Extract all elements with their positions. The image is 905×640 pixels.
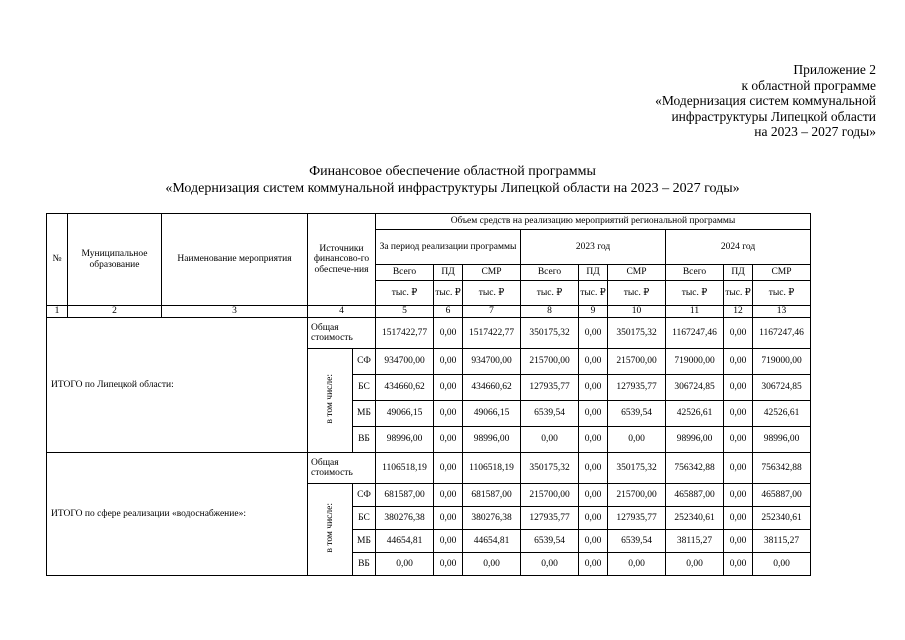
value-cell: 0,00 bbox=[434, 530, 463, 553]
value-cell: 756342,88 bbox=[666, 453, 724, 484]
value-cell: 0,00 bbox=[434, 427, 463, 453]
value-cell: 0,00 bbox=[724, 453, 753, 484]
value-cell: 0,00 bbox=[434, 453, 463, 484]
unit-label: тыс. ₽ bbox=[376, 281, 434, 306]
unit-label: тыс. ₽ bbox=[579, 281, 608, 306]
value-cell: 0,00 bbox=[434, 375, 463, 401]
total-row bbox=[47, 453, 811, 484]
unit-label: тыс. ₽ bbox=[753, 281, 811, 306]
value-cell: 6539,54 bbox=[608, 530, 666, 553]
value-cell: 215700,00 bbox=[608, 349, 666, 375]
value-cell: 49066,15 bbox=[376, 401, 434, 427]
value-cell: 350175,32 bbox=[608, 318, 666, 349]
value-cell: 6539,54 bbox=[521, 530, 579, 553]
value-cell: 0,00 bbox=[579, 553, 608, 576]
value-cell: 719000,00 bbox=[753, 349, 811, 375]
value-cell: 127935,77 bbox=[521, 375, 579, 401]
unit-label: тыс. ₽ bbox=[608, 281, 666, 306]
value-cell: 98996,00 bbox=[753, 427, 811, 453]
group-label: ИТОГО по Липецкой области: bbox=[47, 318, 308, 453]
appendix-line: «Модернизация систем коммунальной bbox=[655, 93, 876, 109]
value-cell: 0,00 bbox=[724, 507, 753, 530]
source-code: МБ bbox=[353, 401, 376, 427]
value-cell: 0,00 bbox=[608, 427, 666, 453]
value-cell: 0,00 bbox=[579, 427, 608, 453]
value-cell: 380276,38 bbox=[463, 507, 521, 530]
col-number: 8 bbox=[521, 306, 579, 318]
value-cell: 0,00 bbox=[579, 318, 608, 349]
value-cell: 6539,54 bbox=[608, 401, 666, 427]
unit-label: тыс. ₽ bbox=[724, 281, 753, 306]
appendix-caption bbox=[655, 62, 876, 140]
value-cell: 380276,38 bbox=[376, 507, 434, 530]
including-label: в том числе: bbox=[324, 373, 335, 424]
value-cell: 49066,15 bbox=[463, 401, 521, 427]
col-number: 4 bbox=[308, 306, 376, 318]
value-cell: 215700,00 bbox=[608, 484, 666, 507]
including-label-cell bbox=[308, 349, 353, 453]
value-cell: 38115,27 bbox=[753, 530, 811, 553]
total-cost-label: Общая стоимость bbox=[308, 318, 376, 349]
header-volume: Объем средств на реализацию мероприятий региональной программы bbox=[376, 214, 811, 230]
value-cell: 0,00 bbox=[434, 401, 463, 427]
header-col-smr: СМР bbox=[463, 265, 521, 281]
value-cell: 0,00 bbox=[753, 553, 811, 576]
col-number: 10 bbox=[608, 306, 666, 318]
col-number: 5 bbox=[376, 306, 434, 318]
including-label-cell bbox=[308, 484, 353, 576]
unit-label: тыс. ₽ bbox=[463, 281, 521, 306]
source-code: СФ bbox=[353, 484, 376, 507]
header-col-smr: СМР bbox=[608, 265, 666, 281]
value-cell: 681587,00 bbox=[463, 484, 521, 507]
value-cell: 127935,77 bbox=[608, 507, 666, 530]
value-cell: 0,00 bbox=[724, 349, 753, 375]
appendix-line: инфраструктуры Липецкой области bbox=[671, 108, 876, 124]
value-cell: 350175,32 bbox=[521, 318, 579, 349]
value-cell: 0,00 bbox=[579, 349, 608, 375]
source-code: БС bbox=[353, 507, 376, 530]
value-cell: 0,00 bbox=[434, 349, 463, 375]
header-col-pd: ПД bbox=[724, 265, 753, 281]
value-cell: 0,00 bbox=[579, 375, 608, 401]
value-cell: 0,00 bbox=[376, 553, 434, 576]
value-cell: 0,00 bbox=[579, 401, 608, 427]
value-cell: 215700,00 bbox=[521, 484, 579, 507]
value-cell: 0,00 bbox=[724, 484, 753, 507]
header-col-pd: ПД bbox=[579, 265, 608, 281]
value-cell: 0,00 bbox=[724, 375, 753, 401]
col-number: 3 bbox=[162, 306, 308, 318]
financing-table bbox=[46, 213, 811, 576]
value-cell: 42526,61 bbox=[753, 401, 811, 427]
header-num: № bbox=[47, 214, 68, 306]
value-cell: 0,00 bbox=[434, 484, 463, 507]
value-cell: 465887,00 bbox=[753, 484, 811, 507]
value-cell: 1106518,19 bbox=[376, 453, 434, 484]
source-code: СФ bbox=[353, 349, 376, 375]
unit-label: тыс. ₽ bbox=[434, 281, 463, 306]
total-cost-label: Общая стоимость bbox=[308, 453, 376, 484]
col-number: 1 bbox=[47, 306, 68, 318]
value-cell: 0,00 bbox=[434, 318, 463, 349]
value-cell: 1517422,77 bbox=[463, 318, 521, 349]
value-cell: 98996,00 bbox=[666, 427, 724, 453]
header-col-pd: ПД bbox=[434, 265, 463, 281]
total-row bbox=[47, 318, 811, 349]
value-cell: 1167247,46 bbox=[753, 318, 811, 349]
value-cell: 0,00 bbox=[724, 530, 753, 553]
header-municipality: Муниципальное образование bbox=[68, 214, 162, 306]
value-cell: 0,00 bbox=[724, 318, 753, 349]
unit-label: тыс. ₽ bbox=[521, 281, 579, 306]
document-title bbox=[0, 163, 905, 197]
col-number: 9 bbox=[579, 306, 608, 318]
value-cell: 756342,88 bbox=[753, 453, 811, 484]
group-label: ИТОГО по сфере реализации «водоснабжение»: bbox=[47, 453, 308, 576]
value-cell: 127935,77 bbox=[521, 507, 579, 530]
value-cell: 934700,00 bbox=[376, 349, 434, 375]
value-cell: 1167247,46 bbox=[666, 318, 724, 349]
value-cell: 44654,81 bbox=[463, 530, 521, 553]
header-event-name: Наименование мероприятия bbox=[162, 214, 308, 306]
header-year-2023: 2023 год bbox=[521, 230, 666, 265]
title-line-1: Финансовое обеспечение областной программы bbox=[309, 164, 596, 179]
value-cell: 127935,77 bbox=[608, 375, 666, 401]
including-label: в том числе: bbox=[324, 502, 335, 553]
value-cell: 1517422,77 bbox=[376, 318, 434, 349]
header-col-total: Всего bbox=[521, 265, 579, 281]
value-cell: 6539,54 bbox=[521, 401, 579, 427]
value-cell: 42526,61 bbox=[666, 401, 724, 427]
value-cell: 0,00 bbox=[579, 507, 608, 530]
value-cell: 306724,85 bbox=[753, 375, 811, 401]
value-cell: 98996,00 bbox=[376, 427, 434, 453]
value-cell: 0,00 bbox=[434, 553, 463, 576]
value-cell: 434660,62 bbox=[463, 375, 521, 401]
col-number: 11 bbox=[666, 306, 724, 318]
col-number: 7 bbox=[463, 306, 521, 318]
value-cell: 0,00 bbox=[579, 453, 608, 484]
header-period-total: За период реализации программы bbox=[376, 230, 521, 265]
value-cell: 350175,32 bbox=[521, 453, 579, 484]
source-code: ВБ bbox=[353, 553, 376, 576]
value-cell: 0,00 bbox=[434, 507, 463, 530]
header-col-total: Всего bbox=[376, 265, 434, 281]
value-cell: 934700,00 bbox=[463, 349, 521, 375]
value-cell: 434660,62 bbox=[376, 375, 434, 401]
source-code: МБ bbox=[353, 530, 376, 553]
col-number: 6 bbox=[434, 306, 463, 318]
value-cell: 306724,85 bbox=[666, 375, 724, 401]
value-cell: 0,00 bbox=[666, 553, 724, 576]
appendix-line: на 2023 – 2027 годы» bbox=[754, 124, 876, 140]
title-line-2: «Модернизация систем коммунальной инфраструктуры Липецкой области на 2023 – 2027 годы» bbox=[165, 181, 740, 196]
source-code: ВБ bbox=[353, 427, 376, 453]
value-cell: 0,00 bbox=[724, 553, 753, 576]
header-col-total: Всего bbox=[666, 265, 724, 281]
appendix-line: к областной программе bbox=[741, 77, 876, 93]
value-cell: 719000,00 bbox=[666, 349, 724, 375]
source-code: БС bbox=[353, 375, 376, 401]
value-cell: 0,00 bbox=[463, 553, 521, 576]
header-sources: Источники финансово-го обеспече-ния bbox=[308, 214, 376, 306]
value-cell: 1106518,19 bbox=[463, 453, 521, 484]
value-cell: 252340,61 bbox=[666, 507, 724, 530]
value-cell: 0,00 bbox=[724, 401, 753, 427]
appendix-line: Приложение 2 bbox=[793, 62, 876, 77]
unit-label: тыс. ₽ bbox=[666, 281, 724, 306]
value-cell: 465887,00 bbox=[666, 484, 724, 507]
col-number: 2 bbox=[68, 306, 162, 318]
value-cell: 0,00 bbox=[724, 427, 753, 453]
col-number: 12 bbox=[724, 306, 753, 318]
value-cell: 215700,00 bbox=[521, 349, 579, 375]
value-cell: 350175,32 bbox=[608, 453, 666, 484]
col-number: 13 bbox=[753, 306, 811, 318]
header-year-2024: 2024 год bbox=[666, 230, 811, 265]
value-cell: 0,00 bbox=[579, 530, 608, 553]
value-cell: 681587,00 bbox=[376, 484, 434, 507]
value-cell: 0,00 bbox=[579, 484, 608, 507]
value-cell: 44654,81 bbox=[376, 530, 434, 553]
value-cell: 0,00 bbox=[521, 553, 579, 576]
value-cell: 0,00 bbox=[608, 553, 666, 576]
value-cell: 98996,00 bbox=[463, 427, 521, 453]
value-cell: 0,00 bbox=[521, 427, 579, 453]
value-cell: 252340,61 bbox=[753, 507, 811, 530]
header-col-smr: СМР bbox=[753, 265, 811, 281]
value-cell: 38115,27 bbox=[666, 530, 724, 553]
